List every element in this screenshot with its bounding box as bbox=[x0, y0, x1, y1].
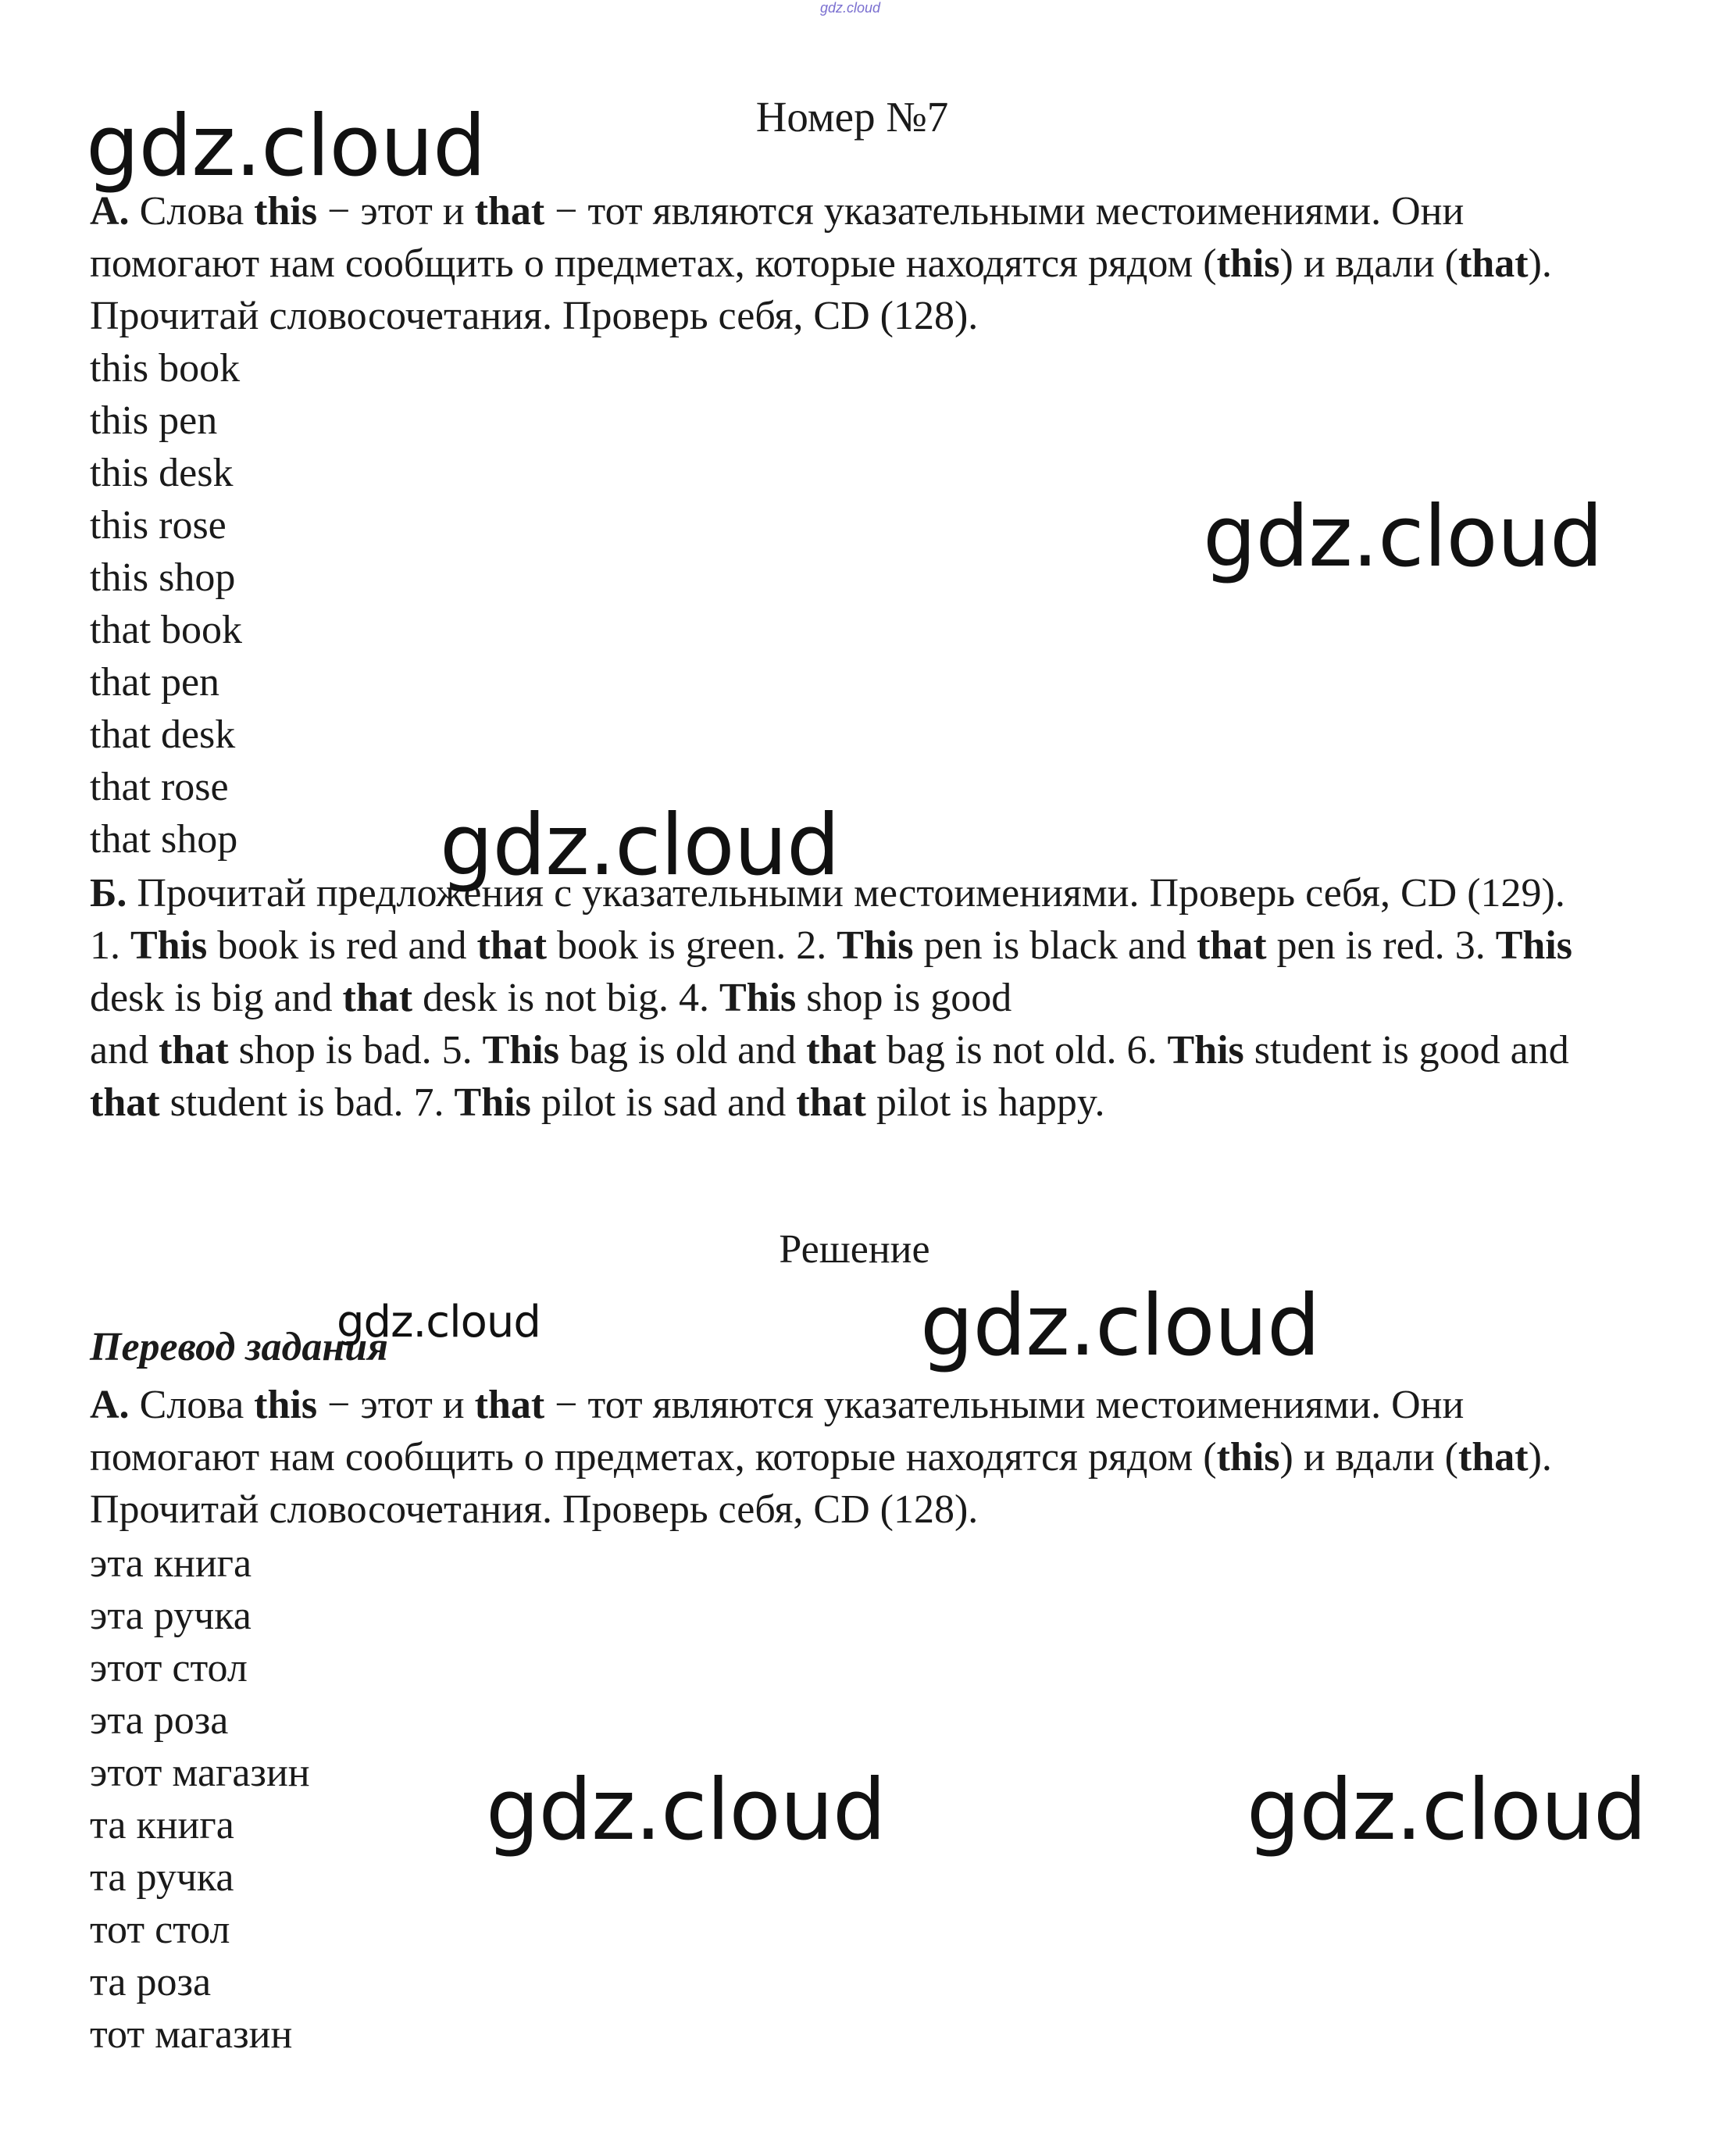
list-item: this rose bbox=[90, 503, 227, 548]
header-watermark: gdz.cloud bbox=[820, 0, 881, 16]
list-item: that book bbox=[90, 608, 242, 652]
list-item: эта роза bbox=[90, 1698, 229, 1743]
list-item: эта книга bbox=[90, 1541, 252, 1586]
page-title: Номер №7 bbox=[755, 93, 949, 141]
list-item: этот стол bbox=[90, 1646, 248, 1690]
task-a-translation-paragraph: А. Слова this − этот и that − тот являются указательными местоимениями. Они помогают нам сообщить о предметах, которые находятся рядом (this) и вдали (that). Прочитай словосочетания. Проверь себя, CD (128). bbox=[90, 1383, 1552, 1532]
translation-heading: Перевод задания bbox=[90, 1325, 388, 1369]
list-item: этот магазин bbox=[90, 1751, 310, 1795]
list-item: this desk bbox=[90, 451, 234, 495]
solution-heading: Решение bbox=[779, 1227, 930, 1272]
list-item: that shop bbox=[90, 817, 238, 862]
watermark: gdz.cloud bbox=[486, 1762, 886, 1859]
task-a-paragraph: А. Слова this − этот и that − тот являются указательными местоимениями. Они помогают нам сообщить о предметах, которые находятся рядом (this) и вдали (that). Прочитай словосочетания. Проверь себя, CD (128). bbox=[90, 189, 1552, 338]
watermark: gdz.cloud bbox=[86, 98, 486, 195]
list-item: this book bbox=[90, 346, 241, 391]
sentences: 1. This book is red and that book is green. 2. This pen is black and that pen is red. 3. This desk is big and that desk is not big. 4. This shop is good and that shop is bad. 5. This bag is old and that bag is not old. 6. This student is good and that student is bad. 7. This pilot is sad and that pilot is happy. bbox=[90, 923, 1572, 1125]
list-item: тот магазин bbox=[90, 2012, 293, 2057]
list-item: эта ручка bbox=[90, 1594, 252, 1638]
list-item: that rose bbox=[90, 765, 229, 809]
watermark: gdz.cloud bbox=[920, 1277, 1320, 1375]
watermark: gdz.cloud bbox=[337, 1297, 541, 1348]
list-item: that desk bbox=[90, 712, 236, 757]
list-item: тот стол bbox=[90, 1908, 230, 1952]
phrase-list-en bbox=[90, 342, 1621, 866]
watermark: gdz.cloud bbox=[1203, 488, 1603, 586]
list-item: та роза bbox=[90, 1960, 212, 2004]
list-item: this shop bbox=[90, 555, 236, 600]
list-item: this pen bbox=[90, 398, 218, 443]
watermark: gdz.cloud bbox=[1247, 1762, 1647, 1859]
list-item: that pen bbox=[90, 660, 220, 705]
watermark: gdz.cloud bbox=[440, 797, 840, 894]
list-item: та ручка bbox=[90, 1855, 234, 1900]
list-item: та книга bbox=[90, 1803, 234, 1847]
task-b-paragraph: Б. Прочитай предложения с указательными местоимениями. Проверь себя, CD (129). 1. This book is red and that book is green. 2. This pen is black and that pen is red. 3. This desk is big and that desk is not big. 4. This shop is good and that shop is bad. 5. This bag is old and that bag is not old. 6. This student is good and that student is bad. 7. This pilot is sad and that pilot is happy. bbox=[90, 867, 1621, 1129]
